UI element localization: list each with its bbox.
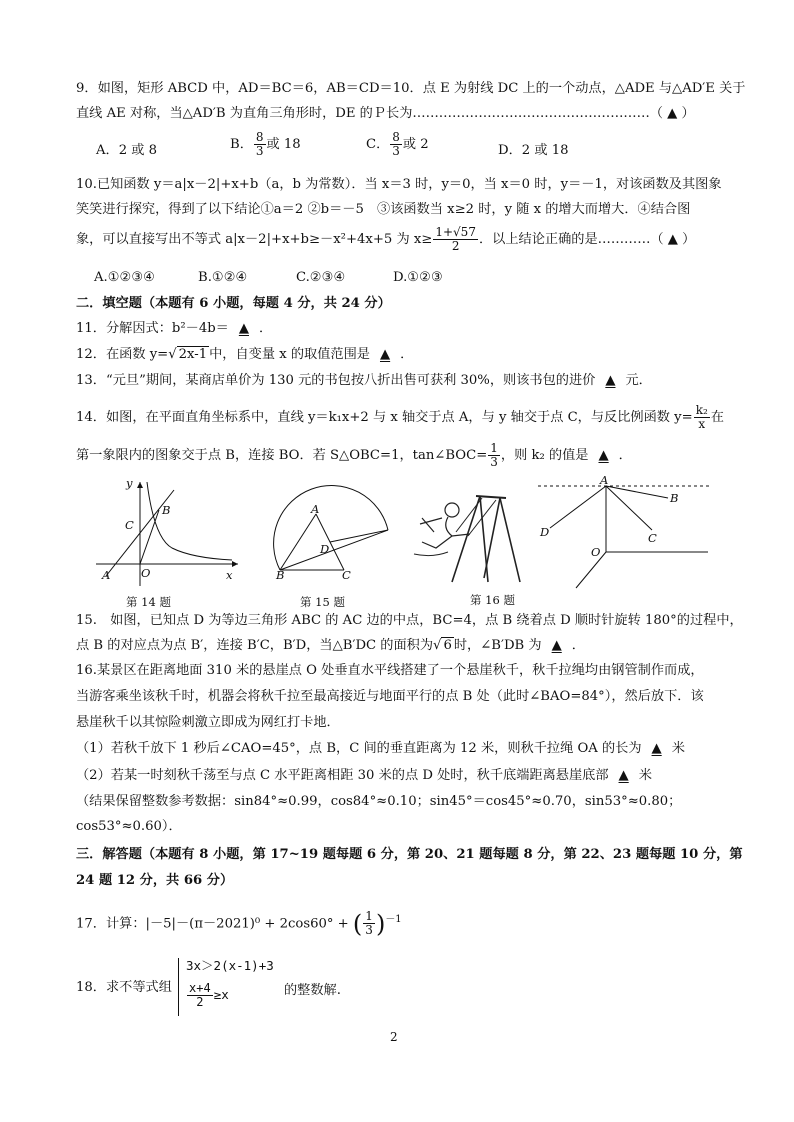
q16-part2-answer-blank[interactable]: ▲ — [618, 768, 629, 783]
q16-line1: 16.某景区在距离地面 310 米的悬崖点 O 处垂直水平线搭建了一个悬崖秋千，秋千拉绳均由钢管制作而成， — [76, 663, 704, 678]
q16-line2: 当游客乘坐该秋千时，机器会将秋千拉至最高接近与地面平行的点 B 处（此时∠BAO=84°），然后放下．该 — [76, 689, 704, 704]
q15-line2: 点 B 的对应点为点 B′，连接 B′C，B′D，当△B′DC 的面积为√ 6 时，∠B′DB 为 ▲ ． — [76, 638, 585, 653]
q16-part1-answer-blank[interactable]: ▲ — [651, 741, 662, 756]
fig15-caption: 第 15 题 — [300, 595, 345, 609]
q18-tail: 的整数解. — [284, 983, 341, 998]
q16-note2: cos53°≈0.60）． — [76, 819, 182, 834]
section-3-heading-cont: 24 题 12 分，共 66 分） — [76, 873, 234, 888]
fig15-label-b: B — [276, 568, 285, 582]
swing-illustration — [412, 488, 532, 586]
fig15-label-c: C — [342, 568, 351, 582]
figure-16 — [536, 476, 716, 596]
q10-option-a: A.①②③④ — [94, 270, 156, 285]
fig16-label-c: C — [648, 531, 657, 545]
q16-line3: 悬崖秋千以其惊险刺激立即成为网红打卡地． — [76, 715, 340, 730]
q16-part2: （2）若某一时刻秋千荡至与点 C 水平距离相距 30 米的点 D 处时，秋千底端距离悬崖底部 ▲ 米 — [76, 768, 652, 783]
q17: 17．计算：|－5|－(π－2021)⁰ + 2cos60° + ( $\frac{1}{3}$ )$^{-1}$ — [76, 909, 402, 938]
q10-line1: 10.已知函数 y＝a|x－2|+x+b（a，b 为常数）．当 x＝3 时，y＝0，当 x＝0 时，y＝－1，对该函数及其图象 — [76, 177, 722, 192]
fig14-caption: 第 14 题 — [126, 595, 171, 609]
q18-label: 18．求不等式组 — [76, 980, 172, 995]
fig14-label-y: y — [126, 476, 133, 490]
q13-answer-blank[interactable]: ▲ — [605, 373, 616, 388]
q15-answer-blank[interactable]: ▲ — [551, 638, 562, 653]
q14-line2: 第一象限内的图象交于点 B，连接 BO．若 S△OBC=1，tan∠BOC= $\frac{1}{3}$ ，则 k₂ 的值是 ▲ ． — [76, 441, 632, 469]
q15-line1: 15. 如图，已知点 D 为等边三角形 ABC 的 AC 边的中点，BC=4，点 B 绕着点 D 顺时针旋转 180°的过程中， — [76, 613, 743, 628]
figure-15 — [264, 484, 400, 580]
fig15-label-a: A — [311, 502, 320, 516]
q10-option-d: D.①②③ — [393, 270, 443, 285]
section-2-heading: 二．填空题（本题有 6 小题，每题 4 分，共 24 分） — [76, 296, 391, 311]
fig14-label-x: x — [226, 568, 233, 582]
fig14-label-c: C — [125, 518, 134, 532]
q9-option-c: C． $\frac{8}{3}$ 或 2 — [366, 130, 429, 158]
q11: 11．分解因式：b²－4b＝ ▲ ． — [76, 321, 273, 336]
inequality-system-brace — [178, 958, 183, 1016]
q10-option-b: B.①②④ — [198, 270, 248, 285]
q14-line1: 14．如图，在平面直角坐标系中，直线 y＝k₁x+2 与 x 轴交于点 A，与 y 轴交于点 C，与反比例函数 y= $\frac{\text{k₂}}{x}$ 在 — [76, 403, 724, 431]
fig14-label-a: A — [102, 568, 111, 582]
fig14-label-o: O — [141, 566, 151, 580]
q9-option-a: A．2 或 8 — [96, 143, 158, 158]
q10-line2: 笑笑进行探究，得到了以下结论①a＝2 ②b＝－5 ③该函数当 x≥2 时，y 随 x 的增大而增大．④结合图 — [76, 202, 691, 217]
fig16-caption: 第 16 题 — [470, 593, 515, 607]
q11-answer-blank[interactable]: ▲ — [238, 321, 249, 336]
q9-line1: 9．如图，矩形 ABCD 中，AD＝BC＝6，AB＝CD＝10．点 E 为射线 DC 上的一个动点，△ADE 与△AD′E 关于 — [76, 81, 746, 96]
section-3-heading: 三．解答题（本题有 8 小题，第 17~19 题每题 6 分，第 20、21 题每题 8 分，第 22、23 题每题 10 分，第 — [76, 847, 743, 862]
fig15-label-d: D — [320, 542, 330, 556]
q13: 13．“元旦”期间，某商店单价为 130 元的书包按八折出售可获利 30%，则该书包的进价 ▲ 元． — [76, 373, 652, 388]
fig16-label-b: B — [670, 491, 679, 505]
q12-answer-blank[interactable]: ▲ — [379, 347, 391, 362]
q18-inequality-2: $\frac{x+4}{2}$ ≥x — [189, 981, 229, 1009]
q14-answer-blank[interactable]: ▲ — [598, 448, 609, 463]
q16-part1: （1）若秋千放下 1 秒后∠CAO=45°，点 B，C 间的垂直距离为 12 米，则秋千拉绳 OA 的长为 ▲ 米 — [76, 741, 685, 756]
fig16-label-d: D — [540, 525, 550, 539]
figure-14 — [92, 478, 242, 588]
fig16-label-o: O — [591, 545, 601, 559]
q12: 12．在函数 y=√ 2x-1 中，自变量 x 的取值范围是 ▲ ． — [76, 347, 414, 362]
q10-line3: 象，可以直接写出不等式 a|x－2|+x+b≥－x²+4x+5 为 x≥ $\frac{1+√57}{2}$ ．以上结论正确的是…………（ ▲ ） — [76, 225, 696, 253]
q16-note1: （结果保留整数参考数据：sin84°≈0.99，cos84°≈0.10；sin45°＝cos45°≈0.70，sin53°≈0.80； — [76, 794, 682, 809]
fig16-label-a: A — [600, 473, 609, 487]
q18-inequality-1: 3x＞2(x-1)+3 — [186, 958, 274, 973]
q10-option-c: C.②③④ — [296, 270, 346, 285]
q9-line2: 直线 AE 对称，当△AD′B 为直角三角形时，DE 的Ｐ长为………………………………………………（ ▲ ） — [76, 106, 695, 121]
page-number: 2 — [390, 1030, 398, 1044]
q9-option-b: B． $\frac{8}{3}$ 或 18 — [230, 130, 301, 158]
q9-option-d: D．2 或 18 — [498, 143, 569, 158]
fig14-label-b: B — [162, 503, 171, 517]
